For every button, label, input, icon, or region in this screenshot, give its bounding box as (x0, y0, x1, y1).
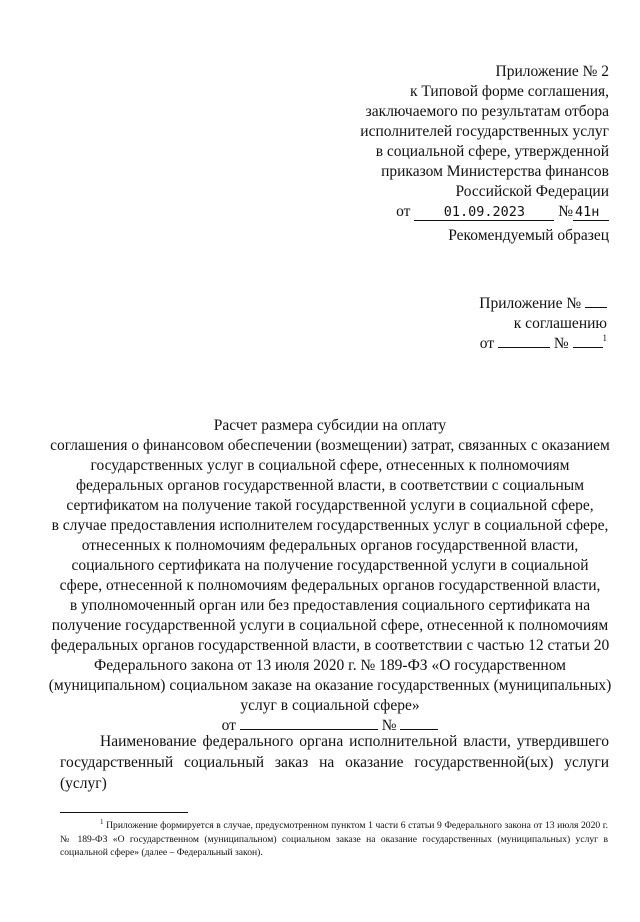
agreement-date-blank (498, 334, 550, 348)
order-date-line (360, 202, 609, 222)
order-date-value: 01.09.2023 (414, 204, 554, 221)
footnote-mark: 1 (602, 333, 607, 343)
document-title (40, 416, 620, 736)
authority-name-paragraph: Наименование федерального органа исполнительной власти, утвердившего государственный социальный заказ на оказание государственной(ых) услуги (услуг) (60, 733, 609, 792)
footnote-separator (60, 812, 188, 813)
agreement-date-line (479, 334, 607, 354)
order-number-value: 41н (573, 204, 609, 221)
title-line: сертификатом на получение такой государственной услуги в социальной сфере, (66, 497, 594, 514)
agreement-appendix-block (479, 294, 607, 354)
agreement-number-blank (573, 334, 603, 348)
title-line: Расчет размера субсидии на оплату (213, 417, 447, 434)
appendix-header (360, 62, 609, 222)
appendix-line: заключаемого по результатам отбора (365, 103, 609, 120)
appendix-line: в социальной сфере, утвержденной (375, 143, 609, 160)
title-line: федеральных органов государственной власти, в соответствии с частью 12 статьи 20 (50, 637, 610, 654)
date-prefix: от (479, 335, 495, 352)
title-line: в уполномоченный орган или без предоставления социального сертификата на (69, 597, 591, 614)
appendix-line: исполнителей государственных услуг (360, 123, 609, 140)
footnote (60, 819, 608, 860)
title-line: отнесенных к полномочиям федеральных органов государственной власти, (81, 537, 579, 554)
appendix-line: Приложение № 2 (495, 63, 609, 80)
calculation-date-blank (240, 716, 378, 730)
title-line: получение государственной услуги в социальной сфере, отнесенной к полномочиям (51, 617, 609, 634)
footnote-number: 1 (100, 818, 104, 826)
number-prefix: № (553, 335, 569, 352)
title-line: (муниципальном) социальном заказе на оказание государственных (муниципальных) (48, 677, 612, 694)
number-prefix: № (381, 717, 397, 734)
recommended-sample-label: Рекомендуемый образец (448, 227, 609, 244)
appendix-number-blank (585, 294, 607, 308)
appendix-line: Российской Федерации (455, 183, 609, 200)
agreement-appendix-number-line (479, 294, 607, 314)
title-line: федеральных органов государственной власти, в соответствии с социальным (75, 477, 585, 494)
agreement-label: к соглашению (513, 315, 607, 332)
date-prefix: от (396, 203, 411, 220)
number-prefix: № (558, 203, 573, 220)
agreement-appendix-label: Приложение № (479, 295, 582, 312)
title-line: сфере, отнесенной к полномочиям федеральных органов государственной власти, (59, 577, 601, 594)
title-line: социального сертификата на получение государственной услуги в социальной (71, 557, 589, 574)
appendix-line: приказом Министерства финансов (381, 163, 609, 180)
title-line: в случае предоставления исполнителем государственных услуг в социальной сфере, (51, 517, 609, 534)
footnote-text: Приложение формируется в случае, предусмотренном пунктом 1 части 6 статьи 9 Федерального закона от 13 июля 2020 г. № 189-ФЗ «О государственном (муниципальном) социальном заказе на оказание государственных (муниципальных) услуг в социальной сфере» (далее – Федеральный закон). (60, 820, 608, 858)
title-line: соглашения о финансовом обеспечении (возмещении) затрат, связанных с оказанием (50, 437, 610, 454)
date-prefix: от (221, 717, 236, 734)
appendix-line: к Типовой форме соглашения, (409, 83, 609, 100)
title-line: услуг в социальной сфере» (240, 697, 420, 714)
title-line: государственных услуг в социальной сфере, отнесенных к полномочиям (90, 457, 570, 474)
title-line: Федерального закона от 13 июля 2020 г. № 189-ФЗ «О государственном (94, 657, 566, 674)
calculation-number-blank (400, 716, 438, 730)
